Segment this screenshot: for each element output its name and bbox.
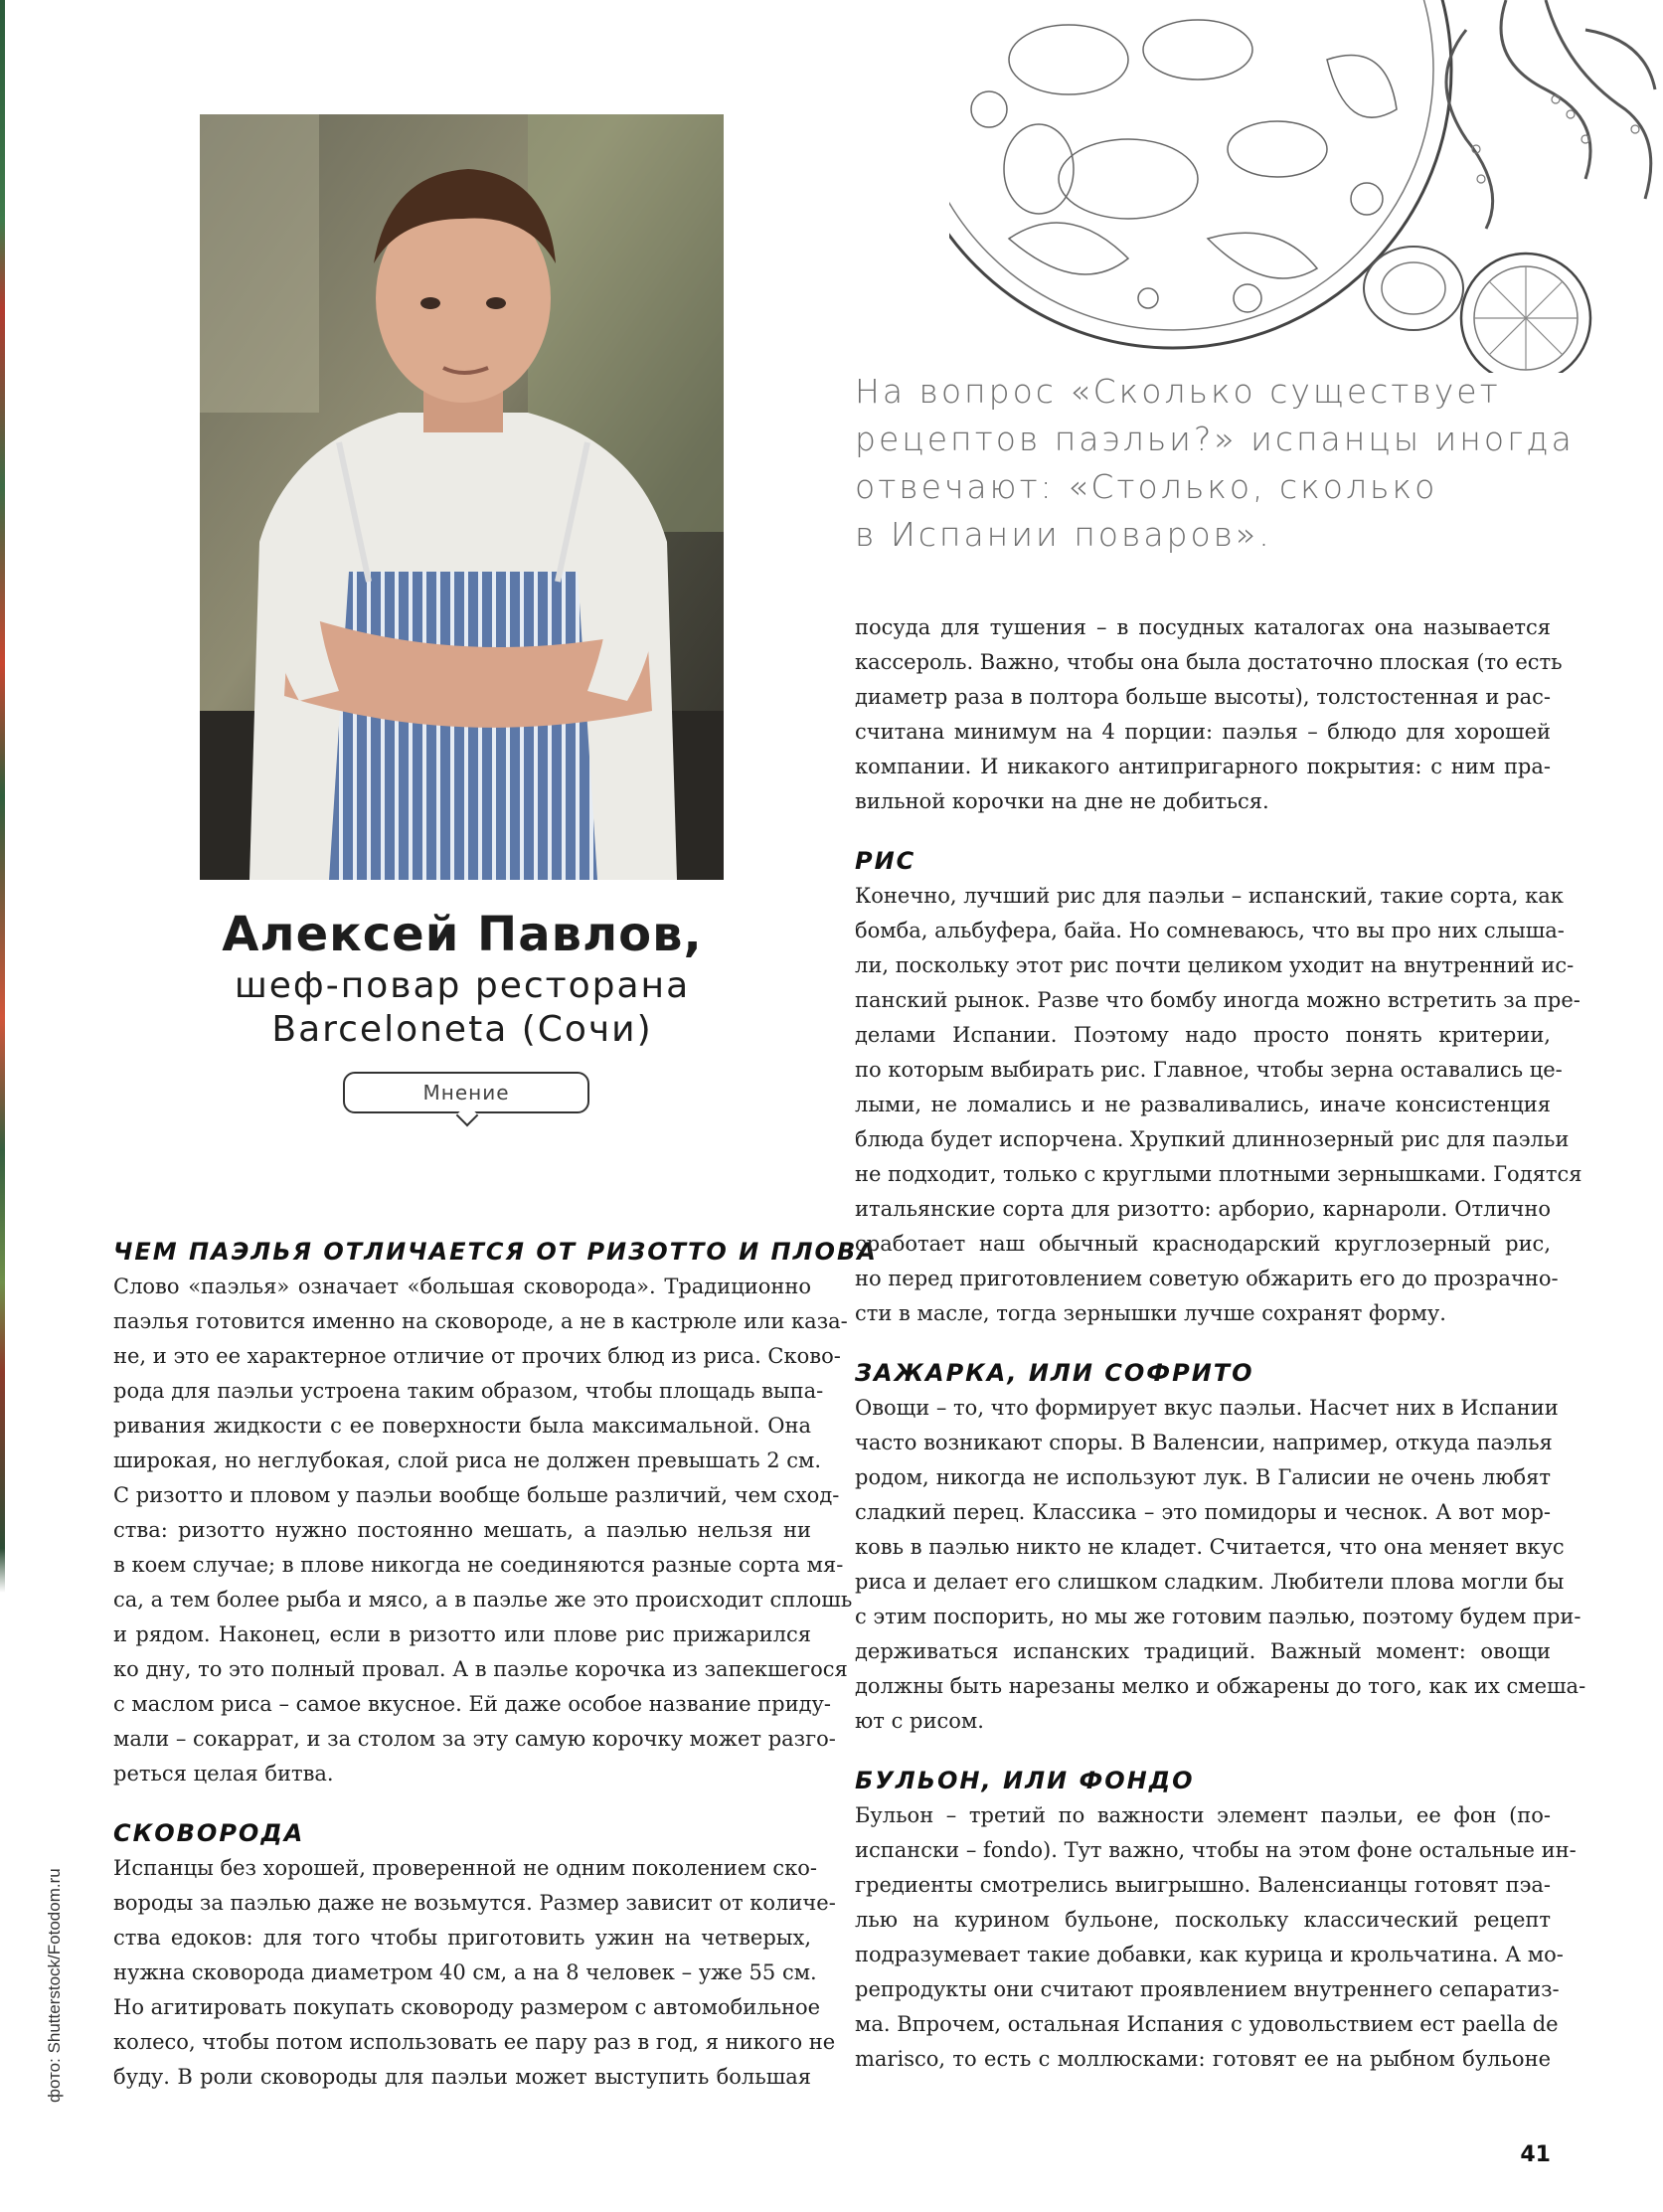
text-line: Овощи – то, что формирует вкус паэльи. Насчет них в Испании	[855, 1396, 1559, 1420]
text-line: marisco, то есть с моллюсками: готовят ее на рыбном бульоне	[855, 2047, 1551, 2071]
text-line: панский рынок. Разве что бомбу иногда можно встретить за пре-	[855, 988, 1580, 1012]
section-heading-paella-vs-risotto: ЧЕМ ПАЭЛЬЯ ОТЛИЧАЕТСЯ ОТ РИЗОТТО И ПЛОВА	[113, 1238, 878, 1266]
chef-photo	[200, 114, 724, 880]
section-heading-pan: СКОВОРОДА	[113, 1819, 305, 1847]
section-body-cookware-continued	[855, 610, 1563, 819]
text-line: по которым выбирать рис. Главное, чтобы зерна оставались це-	[855, 1058, 1563, 1082]
pull-quote-line: рецептов паэльи?» испанцы иногда	[855, 420, 1575, 458]
text-line: ма. Впрочем, остальная Испания с удовольствием ест paella de	[855, 2012, 1559, 2036]
text-line: нужна сковорода диаметром 40 см, а на 8 человек – уже 55 см.	[113, 1960, 817, 1984]
text-line: ко дну, то это полный провал. А в паэлье корочка из запекшегося	[113, 1657, 848, 1681]
left-column	[113, 1235, 878, 2095]
text-line: С ризотто и пловом у паэльи вообще больше различий, чем сход-	[113, 1483, 840, 1507]
section-heading-rice: РИС	[855, 847, 916, 875]
text-line: держиваться испанских традиций. Важный момент: овощи	[855, 1639, 1551, 1663]
text-line: ривания жидкости с ее поверхности была максимальной. Она	[113, 1414, 811, 1438]
text-line: ства: ризотто нужно постоянно мешать, а паэлью нельзя ни	[113, 1518, 811, 1542]
pull-quote-line: в Испании поваров».	[855, 515, 1272, 554]
page-number: 41	[1520, 2142, 1551, 2167]
text-line: в коем случае; в плове никогда не соединяются разные сорта мя-	[113, 1553, 844, 1577]
text-line: буду. В роли сковороды для паэльи может выступить большая	[113, 2065, 811, 2089]
photo-credit: фото: Shutterstock/Fotodom.ru	[45, 1868, 64, 2103]
text-line: посуда для тушения – в посудных каталогах она называется	[855, 615, 1551, 639]
section-body-broth	[855, 1798, 1577, 2077]
text-line: итальянские сорта для ризотто: арборио, карнароли. Отлично	[855, 1197, 1551, 1221]
text-line: сладкий перец. Классика – это помидоры и чеснок. А вот мор-	[855, 1500, 1551, 1524]
text-line: кассероль. Важно, чтобы она была достаточно плоская (то есть	[855, 650, 1563, 674]
text-line: лью на курином бульоне, поскольку классический рецепт	[855, 1908, 1551, 1932]
text-line: но перед приготовлением советую обжарить его до прозрачно-	[855, 1267, 1559, 1290]
chef-name: Алексей Павлов,	[222, 907, 703, 962]
text-line: не, и это ее характерное отличие от прочих блюд из риса. Сково-	[113, 1344, 841, 1368]
pull-quote-line: отвечают: «Столько, сколько	[855, 467, 1438, 506]
text-line: бомба, альбуфера, байа. Но сомневаюсь, что вы про них слыша-	[855, 919, 1565, 942]
text-line: са, а тем более рыба и мясо, а в паэлье же это происходит сплошь	[113, 1588, 853, 1612]
text-line: паэлья готовится именно на сковороде, а не в кастрюле или каза-	[113, 1309, 848, 1333]
text-line: лыми, не ломались и не разваливались, иначе консистенция	[855, 1093, 1551, 1116]
text-line: ют с рисом.	[855, 1709, 984, 1733]
text-line: Испанцы без хорошей, проверенной не одним поколением ско-	[113, 1856, 817, 1880]
text-line: мали – сокаррат, и за столом за эту самую корочку может разго-	[113, 1727, 836, 1751]
section-body-rice	[855, 879, 1582, 1331]
chef-role-line2: Barceloneta (Сочи)	[271, 1009, 653, 1050]
text-line: компании. И никакого антипригарного покрытия: с ним пра-	[855, 755, 1551, 778]
section-heading-broth: БУЛЬОН, ИЛИ ФОНДО	[855, 1767, 1195, 1794]
pull-quote	[855, 368, 1575, 559]
text-line: считана минимум на 4 порции: паэлья – блюдо для хорошей	[855, 720, 1551, 744]
text-line: Конечно, лучший рис для паэльи – испанский, такие сорта, как	[855, 884, 1564, 908]
text-line: риса и делает его слишком сладким. Любители плова могли бы	[855, 1570, 1565, 1594]
text-line: Бульон – третий по важности элемент паэльи, ее фон (по-	[855, 1803, 1551, 1827]
section-body-paella-vs-risotto	[113, 1270, 853, 1791]
section-body-sofrito	[855, 1391, 1586, 1739]
section-heading-sofrito: ЗАЖАРКА, ИЛИ СОФРИТО	[855, 1359, 1254, 1387]
text-line: рода для паэльи устроена таким образом, чтобы площадь выпа-	[113, 1379, 824, 1403]
text-line: родом, никогда не используют лук. В Галисии не очень любят	[855, 1465, 1551, 1489]
page-edge-strip	[0, 0, 5, 2212]
text-line: испански – fondo). Тут важно, чтобы на этом фоне остальные ин-	[855, 1838, 1577, 1862]
text-line: вильной корочки на дне не добиться.	[855, 789, 1269, 813]
seafood-illustration	[949, 0, 1663, 373]
right-column	[855, 610, 1586, 2077]
text-line: гредиенты смотрелись выигрышно. Валенсианцы готовят пэа-	[855, 1873, 1551, 1897]
text-line: Но агитировать покупать сковороду размером с автомобильное	[113, 1995, 821, 2019]
chef-role-line1: шеф-повар ресторана	[234, 965, 691, 1006]
pull-quote-line: На вопрос «Сколько существует	[855, 372, 1501, 411]
text-line: ства едоков: для того чтобы приготовить ужин на четверых,	[113, 1926, 811, 1950]
text-line: сработает наш обычный краснодарский круглозерный рис,	[855, 1232, 1551, 1256]
text-line: подразумевает такие добавки, как курица и крольчатина. А мо-	[855, 1943, 1564, 1966]
text-line: репродукты они считают проявлением внутреннего сепаратиз-	[855, 1977, 1560, 2001]
text-line: реться целая битва.	[113, 1762, 334, 1786]
text-line: должны быть нарезаны мелко и обжарены до того, как их смеша-	[855, 1674, 1586, 1698]
text-line: не подходит, только с круглыми плотными зернышками. Годятся	[855, 1162, 1582, 1186]
text-line: ли, поскольку этот рис почти целиком уходит на внутренний ис-	[855, 953, 1575, 977]
text-line: колесо, чтобы потом использовать ее пару раз в год, я никого не	[113, 2030, 836, 2054]
chef-caption	[169, 905, 755, 1052]
text-line: часто возникают споры. В Валенсии, например, откуда паэлья	[855, 1431, 1553, 1454]
text-line: диаметр раза в полтора больше высоты), толстостенная и рас-	[855, 685, 1551, 709]
text-line: с этим поспорить, но мы же готовим паэлью, поэтому будем при-	[855, 1605, 1581, 1628]
text-line: сти в масле, тогда зернышки лучше сохранят форму.	[855, 1301, 1446, 1325]
text-line: вороды за паэлью даже не возьмутся. Размер зависит от количе-	[113, 1891, 836, 1915]
text-line: и рядом. Наконец, если в ризотто или плове рис прижарился	[113, 1622, 811, 1646]
section-body-pan	[113, 1851, 836, 2095]
text-line: делами Испании. Поэтому надо просто понять критерии,	[855, 1023, 1551, 1047]
opinion-tag: Мнение	[343, 1072, 589, 1113]
text-line: блюда будет испорчена. Хрупкий длиннозерный рис для паэльи	[855, 1127, 1570, 1151]
text-line: ковь в паэлью никто не кладет. Считается, что она меняет вкус	[855, 1535, 1565, 1559]
text-line: с маслом риса – самое вкусное. Ей даже особое название приду-	[113, 1692, 831, 1716]
text-line: широкая, но неглубокая, слой риса не должен превышать 2 см.	[113, 1448, 822, 1472]
text-line: Слово «паэлья» означает «большая сковорода». Традиционно	[113, 1275, 811, 1298]
